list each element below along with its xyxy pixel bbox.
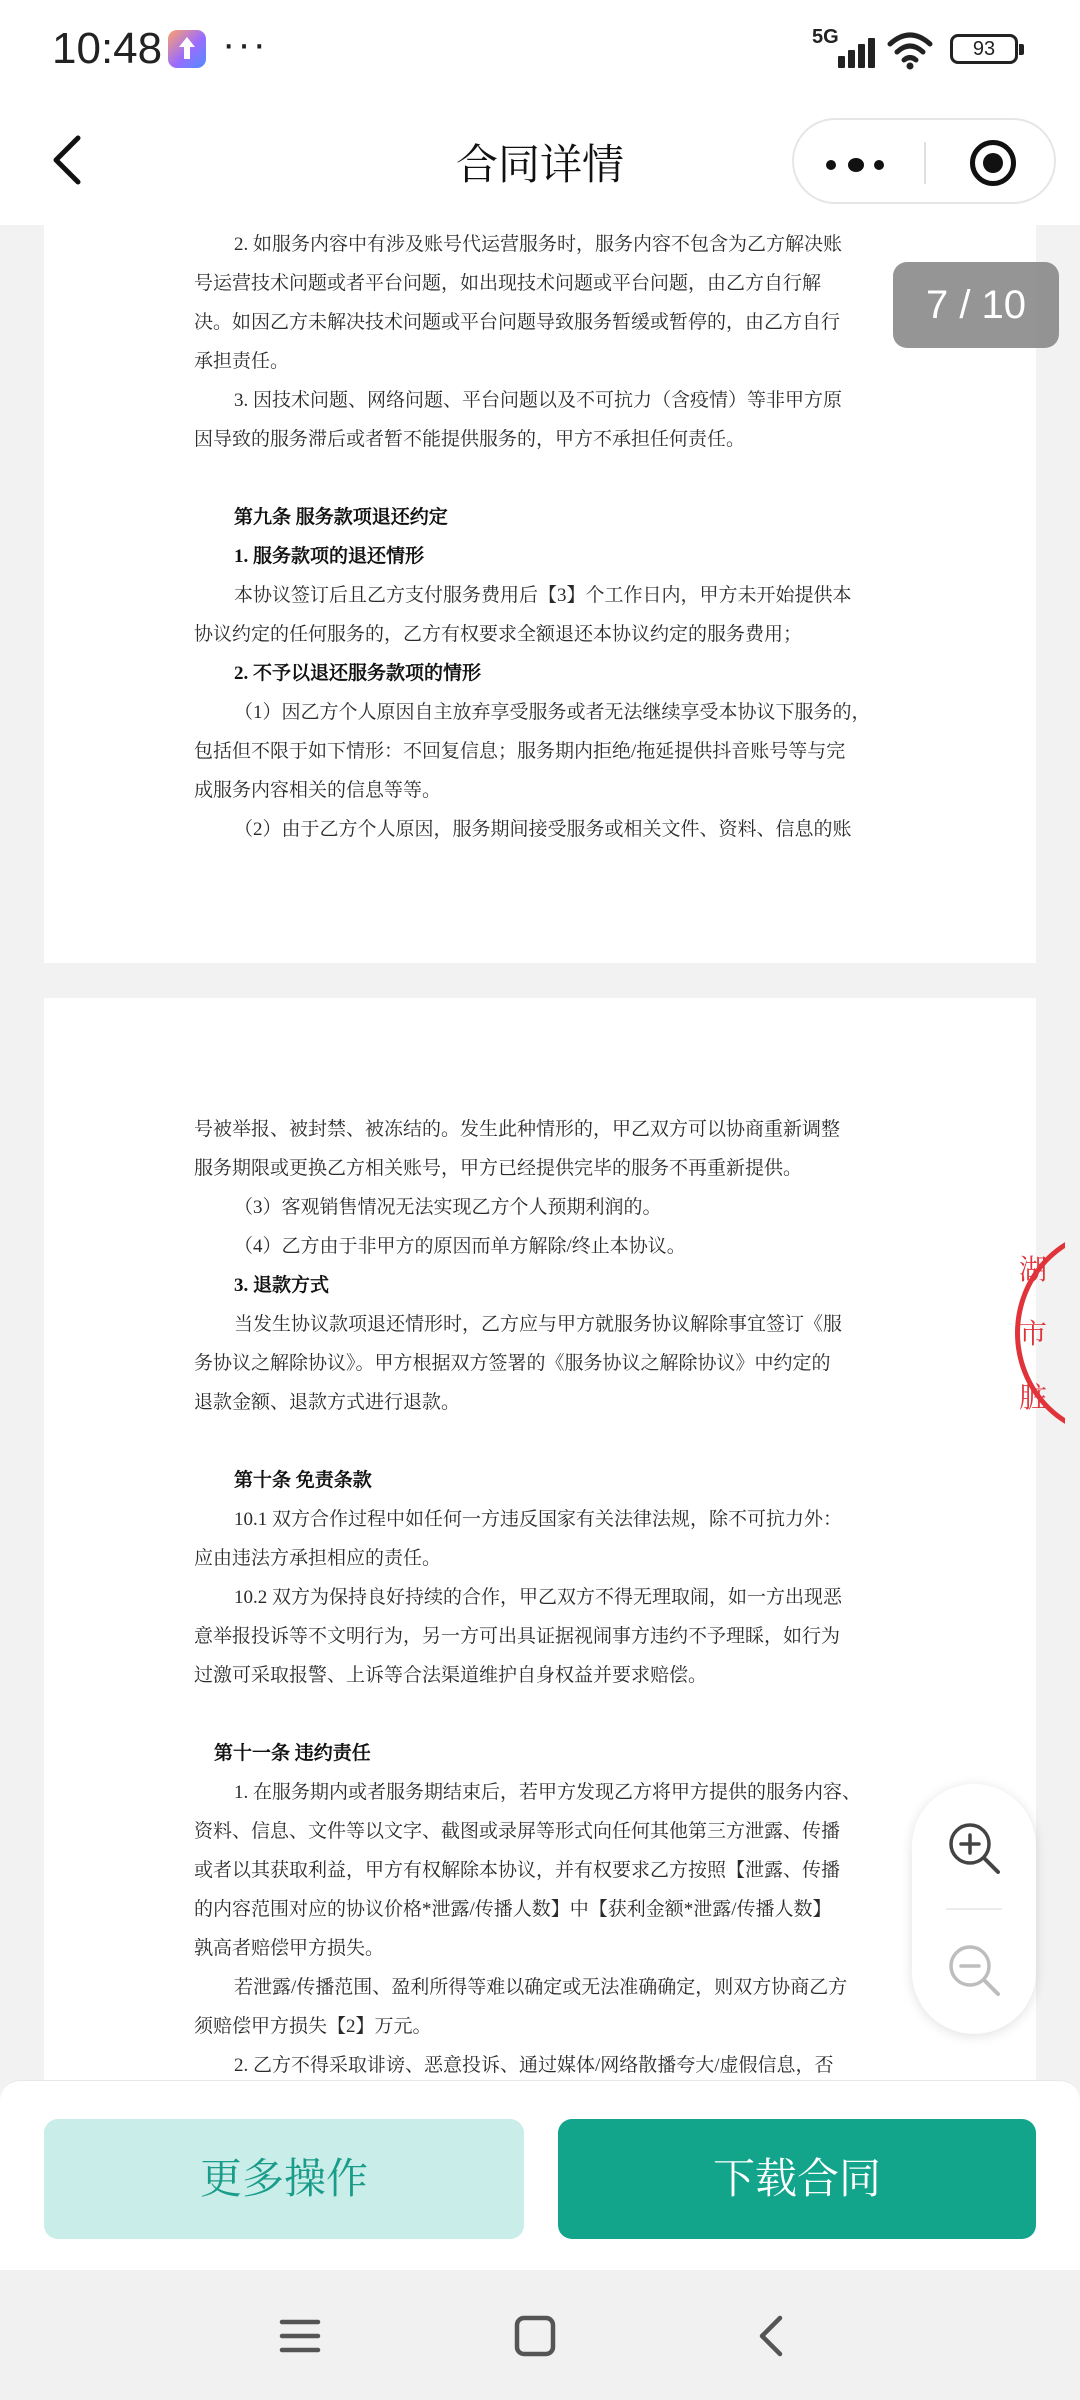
doc-line: 3. 因技术问题、网络问题、平台问题以及不可抗力（含疫情）等非甲方原: [234, 390, 843, 411]
document-page: [44, 998, 1036, 2098]
network-type: 5G: [812, 26, 839, 48]
action-bar: [0, 2080, 1080, 2270]
status-time: 10:48: [52, 24, 163, 73]
signal-icon: [812, 28, 882, 68]
section-heading: 第十一条 违约责任: [214, 1743, 371, 1764]
doc-line: （1）因乙方个人原因自主放弃享受服务或者无法继续享受本协议下服务的，: [234, 702, 871, 723]
app-header: [0, 100, 1080, 225]
status-overflow: ···: [222, 22, 268, 66]
subsection-heading: 1. 服务款项的退还情形: [234, 546, 425, 567]
doc-line: 应由违法方承担相应的责任。: [194, 1548, 442, 1569]
doc-line: 的内容范围对应的协议价格*泄露/传播人数】中【获利金额*泄露/传播人数】: [194, 1899, 832, 1920]
doc-line: 过激可采取报警、上诉等合法渠道维护自身权益并要求赔偿。: [194, 1665, 708, 1686]
download-contract-button[interactable]: 下载合同: [558, 2119, 1036, 2239]
subsection-heading: 2. 不予以退还服务款项的情形: [234, 663, 482, 684]
doc-line: （4）乙方由于非甲方的原因而单方解除/终止本协议。: [234, 1236, 686, 1257]
doc-line: 协议约定的任何服务的，乙方有权要求全额退还本协议约定的服务费用；: [194, 624, 803, 645]
battery-icon: [950, 34, 1018, 64]
doc-line: 资料、信息、文件等以文字、截图或录屏等形式向任何其他第三方泄露、传播: [194, 1821, 841, 1842]
zoom-divider: [946, 1908, 1002, 1910]
wifi-icon: [886, 30, 934, 70]
doc-line: 决。如因乙方未解决技术问题或平台问题导致服务暂缓或暂停的，由乙方自行: [194, 312, 841, 333]
doc-line: 或者以其获取利益，甲方有权解除本协议，并有权要求乙方按照【泄露、传播: [194, 1860, 841, 1881]
seal-char: 湖: [1019, 1253, 1048, 1286]
doc-line: （2）由于乙方个人原因，服务期间接受服务或相关文件、资料、信息的账: [234, 819, 852, 840]
doc-line: 承担责任。: [194, 351, 290, 372]
doc-line: 号被举报、被封禁、被冻结的。发生此种情形的，甲乙双方可以协商重新调整: [194, 1119, 841, 1140]
target-icon[interactable]: [970, 140, 1016, 186]
page-indicator: 7 / 10: [893, 262, 1059, 348]
doc-line: 10.2 双方为保持良好持续的合作，甲乙双方不得无理取闹，如一方出现恶: [234, 1587, 843, 1608]
section-heading: 第九条 服务款项退还约定: [234, 507, 448, 528]
system-nav-bar: [0, 2270, 1080, 2400]
more-actions-button[interactable]: 更多操作: [44, 2119, 524, 2239]
doc-line: 退款金额、退款方式进行退款。: [194, 1392, 461, 1413]
doc-line: 当发生协议款项退还情形时，乙方应与甲方就服务协议解除事宜签订《服: [234, 1314, 843, 1335]
more-dots-icon[interactable]: [826, 160, 902, 170]
doc-line: 若泄露/传播范围、盈利所得等难以确定或无法准确确定，则双方协商乙方: [234, 1977, 848, 1998]
back-icon[interactable]: [742, 2306, 802, 2366]
mini-program-capsule: [792, 118, 1056, 204]
seal-char: 市: [1019, 1317, 1048, 1350]
home-icon[interactable]: [505, 2306, 565, 2366]
doc-line: 务协议之解除协议》。甲方根据双方签署的《服务协议之解除协议》中约定的: [194, 1353, 831, 1374]
document-page: [44, 225, 1036, 963]
doc-line: 2. 乙方不得采取诽谤、恶意投诉、通过媒体/网络散播夸大/虚假信息，否: [234, 2055, 834, 2076]
app-notification-icon: [168, 30, 206, 68]
zoom-in-icon[interactable]: [942, 1816, 1006, 1880]
doc-line: 须赔偿甲方损失【2】万元。: [194, 2016, 432, 2037]
doc-line: 包括但不限于如下情形：不回复信息；服务期内拒绝/拖延提供抖音账号等与完: [194, 741, 846, 762]
doc-line: 2. 如服务内容中有涉及账号代运营服务时，服务内容不包含为乙方解决账: [234, 234, 843, 255]
doc-line: 服务期限或更换乙方相关账号，甲方已经提供完毕的服务不再重新提供。: [194, 1158, 803, 1179]
company-seal: [1005, 1228, 1065, 1438]
doc-line: 孰高者赔偿甲方损失。: [194, 1938, 385, 1959]
zoom-out-icon[interactable]: [942, 1938, 1006, 2002]
section-heading: 第十条 免责条款: [234, 1470, 372, 1491]
battery-level: 93: [972, 38, 996, 60]
doc-line: 本协议签订后且乙方支付服务费用后【3】个工作日内，甲方未开始提供本: [234, 585, 852, 606]
doc-line: 成服务内容相关的信息等等。: [194, 780, 442, 801]
zoom-controls: [912, 1784, 1036, 2034]
subsection-heading: 3. 退款方式: [234, 1275, 330, 1296]
doc-line: （3）客观销售情况无法实现乙方个人预期利润的。: [234, 1197, 662, 1218]
seal-char: 脏: [1019, 1381, 1048, 1414]
page-title: 合同详情: [455, 140, 624, 189]
doc-line: 10.1 双方合作过程中如任何一方违反国家有关法律法规，除不可抗力外：: [234, 1509, 843, 1530]
status-bar: [0, 0, 1080, 100]
doc-line: 因导致的服务滞后或者暂不能提供服务的，甲方不承担任何责任。: [194, 429, 746, 450]
menu-icon[interactable]: [270, 2306, 330, 2366]
capsule-divider: [924, 142, 926, 184]
doc-line: 号运营技术问题或者平台问题，如出现技术问题或平台问题，由乙方自行解: [194, 273, 822, 294]
doc-line: 意举报投诉等不文明行为，另一方可出具证据视闹事方违约不予理睬，如行为: [194, 1626, 841, 1647]
doc-line: 1. 在服务期内或者服务期结束后，若甲方发现乙方将甲方提供的服务内容、: [234, 1782, 862, 1803]
